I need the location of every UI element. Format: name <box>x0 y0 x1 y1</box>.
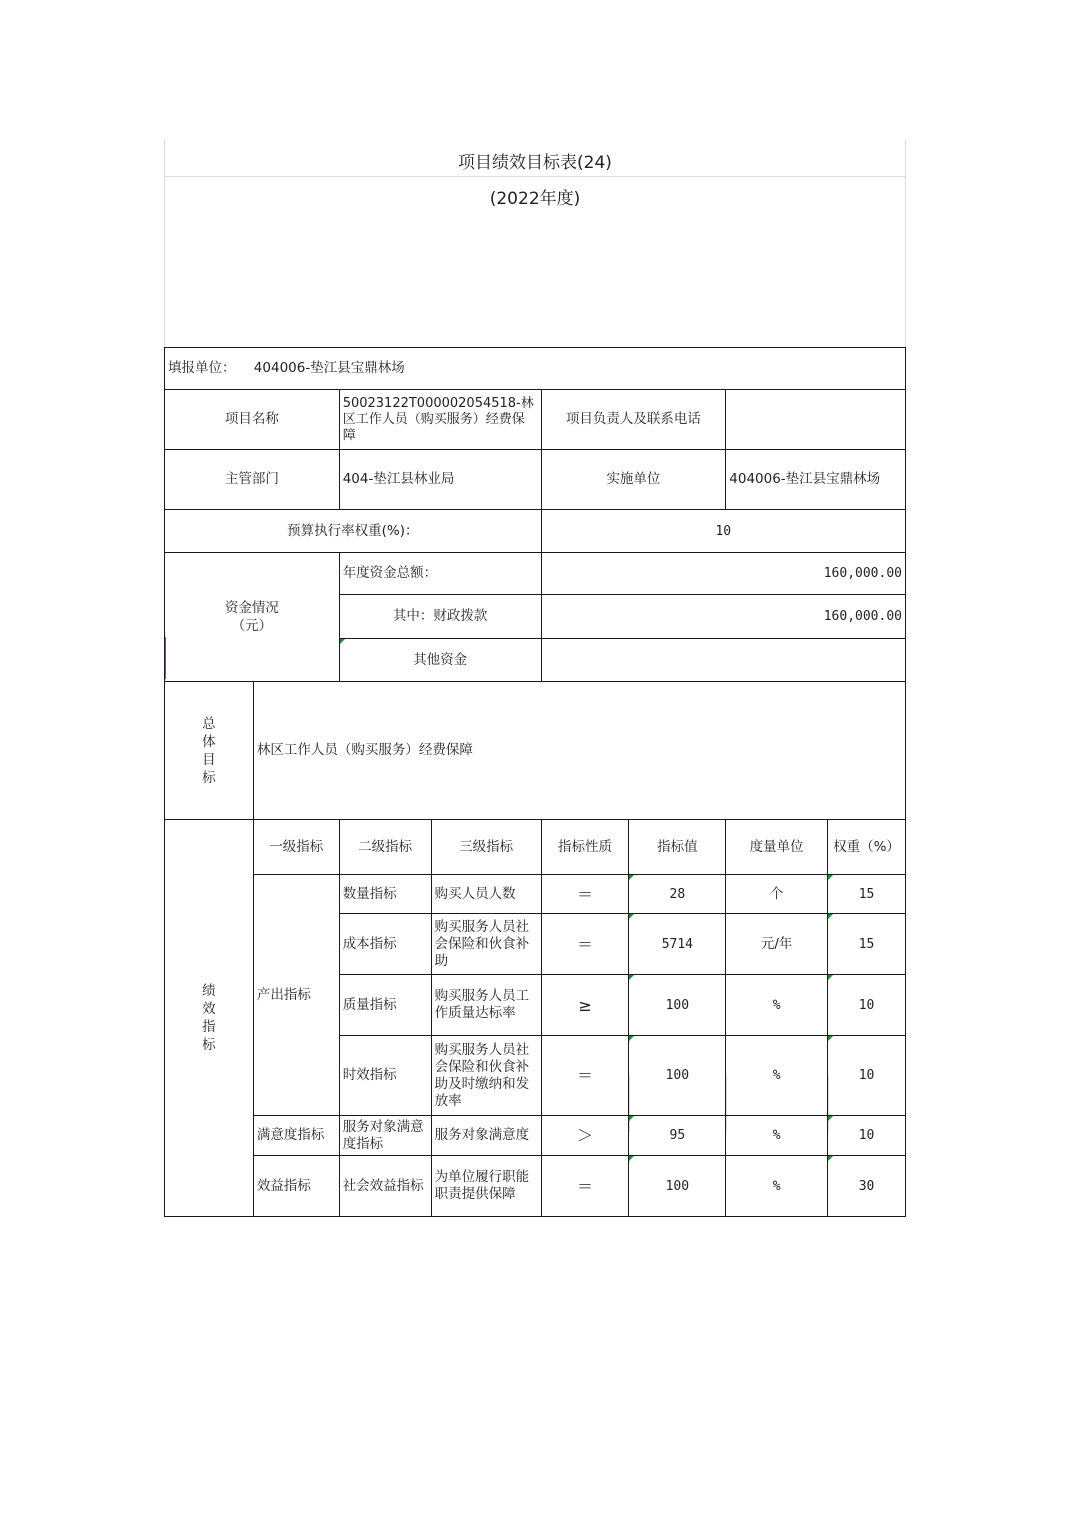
row-level3[interactable]: 购买人员人数 <box>431 875 541 914</box>
performance-table <box>164 347 906 1217</box>
project-name-value[interactable]: 50023122T000002054518-林区工作人员（购买服务）经费保障 <box>339 390 541 450</box>
table-title: 项目绩效目标表(24) <box>458 153 612 173</box>
level1-satisfaction: 满意度指标 <box>253 1116 339 1156</box>
row-operator[interactable]: ＞ <box>541 1116 629 1156</box>
funds-fiscal-label: 其中：财政拨款 <box>339 595 541 639</box>
row-operator[interactable]: ＝ <box>541 1156 629 1217</box>
project-lead-label: 项目负责人及联系电话 <box>541 390 726 450</box>
table-year: (2022年度) <box>489 189 581 209</box>
table-row <box>165 1116 906 1156</box>
row-value[interactable]: 100 <box>629 975 726 1036</box>
project-lead-value[interactable] <box>726 390 906 450</box>
row-weight[interactable]: 15 <box>828 875 906 914</box>
row-level2[interactable]: 成本指标 <box>339 914 431 975</box>
row-level2[interactable]: 数量指标 <box>339 875 431 914</box>
dept-value[interactable]: 404-垫江县林业局 <box>339 450 541 510</box>
row-level2[interactable]: 质量指标 <box>339 975 431 1036</box>
row-value[interactable]: 5714 <box>629 914 726 975</box>
row-operator[interactable]: ＝ <box>541 1036 629 1116</box>
row-level3[interactable]: 服务对象满意度 <box>431 1116 541 1156</box>
row-weight[interactable]: 10 <box>828 1036 906 1116</box>
header-value: 指标值 <box>629 820 726 875</box>
budget-rate-value[interactable]: 10 <box>541 510 905 553</box>
level1-benefit: 效益指标 <box>253 1156 339 1217</box>
performance-sheet <box>164 140 906 1202</box>
table-row <box>165 875 906 914</box>
row-unit[interactable]: 元/年 <box>726 914 828 975</box>
dept-label: 主管部门 <box>165 450 340 510</box>
funds-total-label: 年度资金总额： <box>339 553 541 595</box>
funds-label: 资金情况（元） <box>165 553 340 682</box>
row-unit[interactable]: % <box>726 1156 828 1217</box>
row-value[interactable]: 100 <box>629 1036 726 1116</box>
header-unit: 度量单位 <box>726 820 828 875</box>
row-unit[interactable]: % <box>726 1036 828 1116</box>
row-unit[interactable]: 个 <box>726 875 828 914</box>
row-weight[interactable]: 30 <box>828 1156 906 1217</box>
impl-value[interactable]: 404006-垫江县宝鼎林场 <box>726 450 906 510</box>
table-row <box>165 1156 906 1217</box>
overall-goal-value[interactable]: 林区工作人员（购买服务）经费保障 <box>253 682 905 820</box>
row-operator[interactable]: ≥ <box>541 975 629 1036</box>
row-value[interactable]: 100 <box>629 1156 726 1217</box>
row-operator[interactable]: ＝ <box>541 914 629 975</box>
row-weight[interactable]: 15 <box>828 914 906 975</box>
fill-unit-cell[interactable] <box>165 348 906 390</box>
impl-label: 实施单位 <box>541 450 726 510</box>
row-level3[interactable]: 购买服务人员社会保险和伙食补助及时缴纳和发放率 <box>431 1036 541 1116</box>
overall-goal-label: 总体目标 <box>165 682 254 820</box>
row-value[interactable]: 95 <box>629 1116 726 1156</box>
row-operator[interactable]: ＝ <box>541 875 629 914</box>
funds-other-value[interactable] <box>541 639 905 682</box>
row-level3[interactable]: 购买服务人员工作质量达标率 <box>431 975 541 1036</box>
row-weight[interactable]: 10 <box>828 975 906 1036</box>
header-level3: 三级指标 <box>431 820 541 875</box>
fill-unit-label: 填报单位： <box>168 360 236 376</box>
level1-output: 产出指标 <box>253 875 339 1116</box>
funds-other-label: 其他资金 <box>339 639 541 682</box>
funds-fiscal-value[interactable]: 160,000.00 <box>541 595 905 639</box>
row-level2[interactable]: 服务对象满意度指标 <box>339 1116 431 1156</box>
header-weight: 权重（%） <box>828 820 906 875</box>
row-unit[interactable]: % <box>726 1116 828 1156</box>
budget-rate-label: 预算执行率权重(%)： <box>165 510 542 553</box>
row-level2[interactable]: 时效指标 <box>339 1036 431 1116</box>
funds-total-value[interactable]: 160,000.00 <box>541 553 905 595</box>
project-name-label: 项目名称 <box>165 390 340 450</box>
header-level2: 二级指标 <box>339 820 431 875</box>
fill-unit-value: 404006-垫江县宝鼎林场 <box>253 360 405 376</box>
row-unit[interactable]: % <box>726 975 828 1036</box>
row-level2[interactable]: 社会效益指标 <box>339 1156 431 1217</box>
row-weight[interactable]: 10 <box>828 1116 906 1156</box>
row-level3[interactable]: 购买服务人员社会保险和伙食补助 <box>431 914 541 975</box>
gridline <box>164 176 906 177</box>
perf-label: 绩效指标 <box>165 820 254 1217</box>
header-nature: 指标性质 <box>541 820 629 875</box>
row-level3[interactable]: 为单位履行职能职责提供保障 <box>431 1156 541 1217</box>
header-level1: 一级指标 <box>253 820 339 875</box>
row-value[interactable]: 28 <box>629 875 726 914</box>
